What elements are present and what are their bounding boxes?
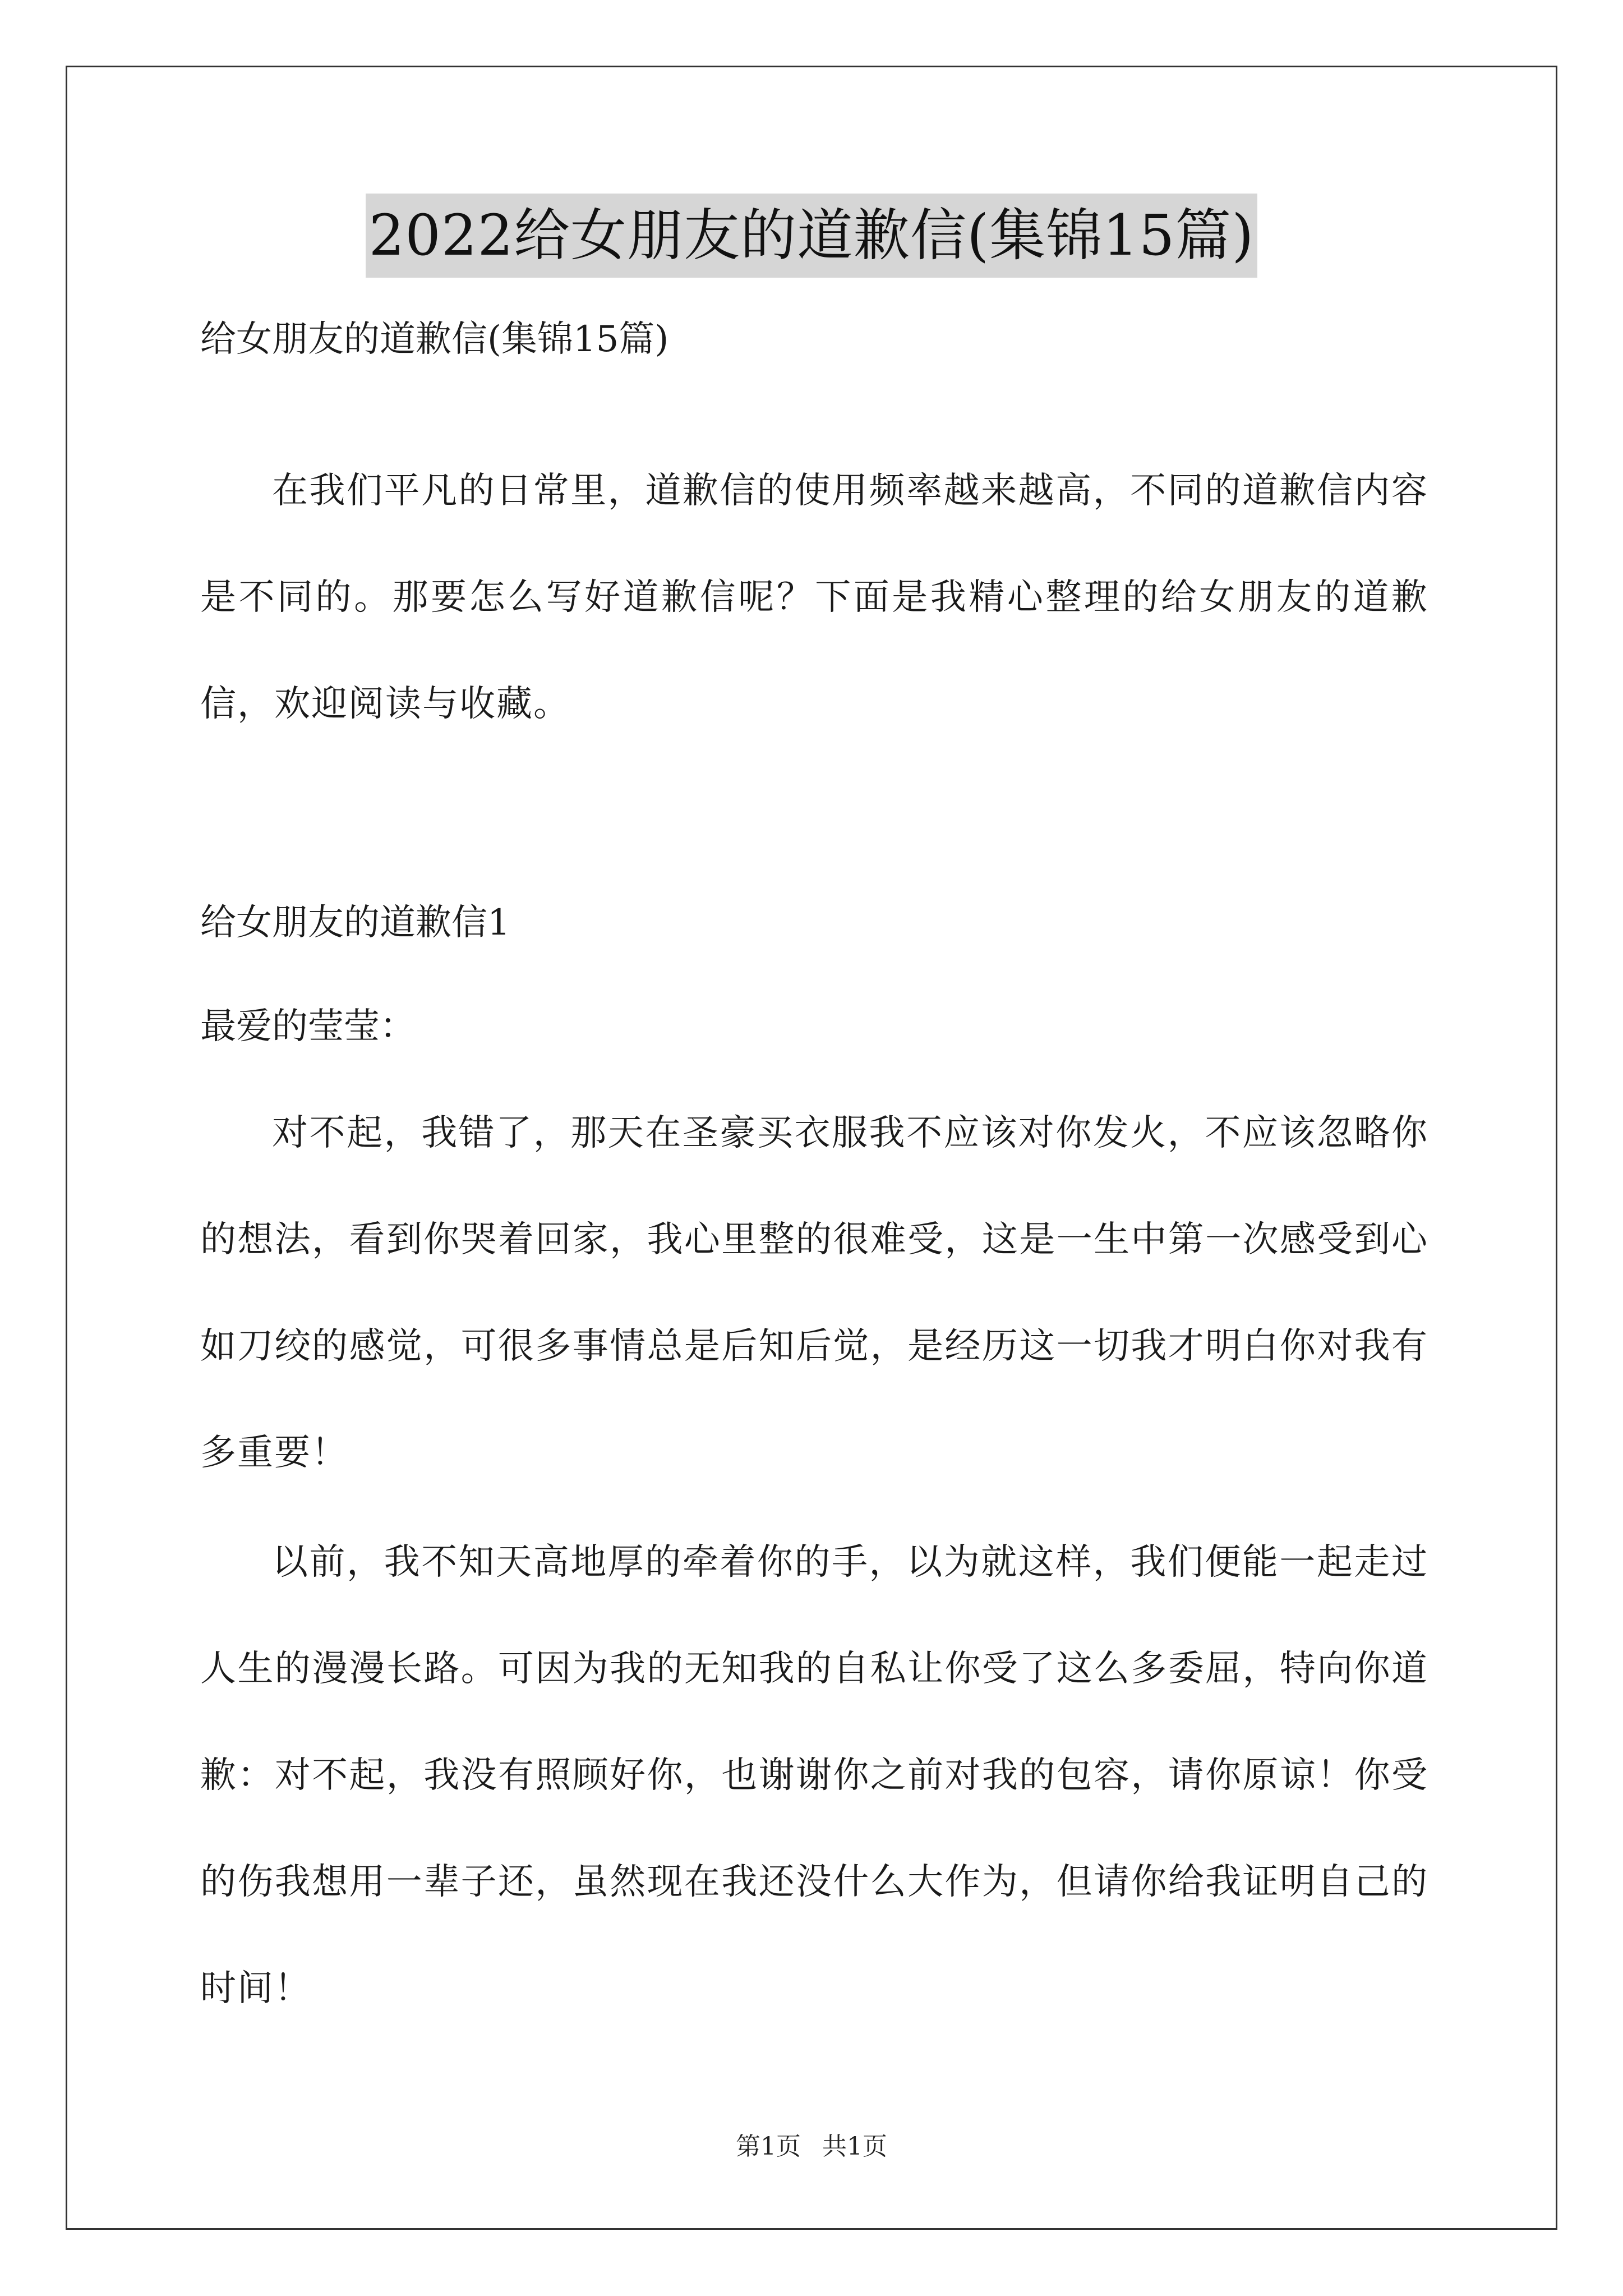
intro-block <box>200 438 1428 757</box>
page-total: 共1页 <box>822 2132 887 2161</box>
section-heading-block <box>200 869 1428 976</box>
letter-paragraph: 对不起，我错了，那天在圣豪买衣服我不应该对你发火，不应该忽略你的想法，看到你哭着回家，我心里整的很难受，这是一生中第一次感受到心如刀绞的感觉，可很多事情总是后知后觉，是经历这一切我才明白你对我有多重要！ <box>200 1112 1428 1474</box>
salutation-block <box>200 973 1428 1080</box>
title-container <box>0 194 1623 278</box>
document-subtitle: 给女朋友的道歉信(集锦15篇) <box>200 319 669 360</box>
page-number: 第1页 <box>736 2132 801 2161</box>
intro-paragraph: 在我们平凡的日常里，道歉信的使用频率越来越高，不同的道歉信内容是不同的。那要怎么写好道歉信呢？下面是我精心整理的给女朋友的道歉信，欢迎阅读与收藏。 <box>200 470 1428 725</box>
letter-paragraph: 以前，我不知天高地厚的牵着你的手，以为就这样，我们便能一起走过人生的漫漫长路。可因为我的无知我的自私让你受了这么多委屈，特向你道歉：对不起，我没有照顾好你，也谢谢你之前对我的包容，请你原谅！你受的伤我想用一辈子还，虽然现在我还没什么大作为，但请你给我证明自己的时间！ <box>200 1542 1428 2009</box>
document-title: 2022给女朋友的道歉信(集锦15篇) <box>366 194 1258 278</box>
salutation: 最爱的莹莹： <box>200 1006 416 1047</box>
page-footer <box>0 2126 1623 2162</box>
letter-paragraph-2-block <box>200 1509 1428 2042</box>
section-heading: 给女朋友的道歉信1 <box>200 902 510 944</box>
letter-paragraph-1-block <box>200 1080 1428 1506</box>
document-subtitle-block <box>200 286 1428 393</box>
